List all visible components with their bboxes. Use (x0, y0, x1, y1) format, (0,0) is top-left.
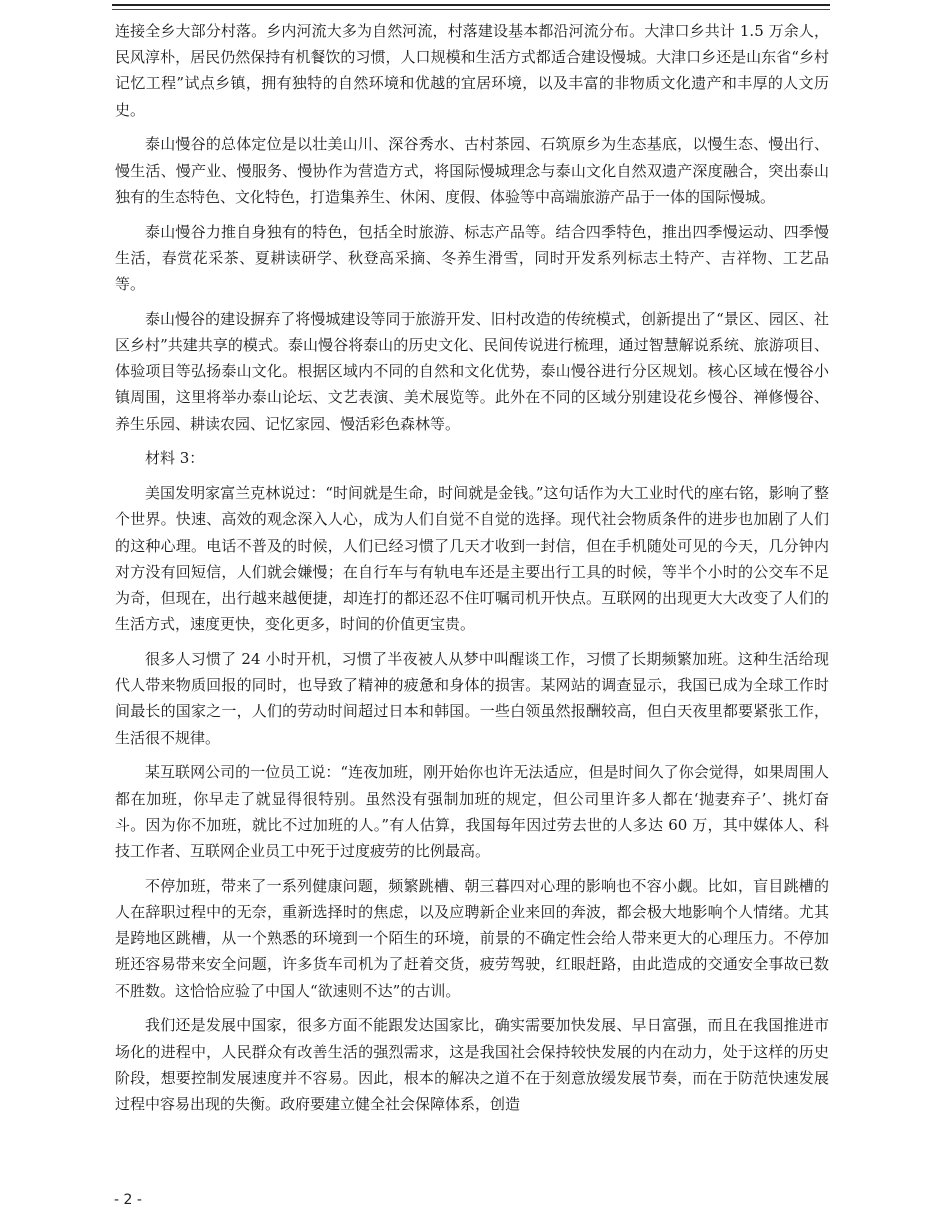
paragraph-development: 我们还是发展中国家，很多方面不能跟发达国家比，确实需要加快发展、早日富强，而且在我国推进市场化的进程中，人民群众有改善生活的强烈需求，这是我国社会保持较快发展的内在动力，处于这样的历史阶段，想要控制发展速度并不容易。因此，根本的解决之道不在于刻意放缓发展节奏，而在于防范快速发展过程中容易出现的失衡。政府要建立健全社会保障体系，创造 (115, 1016, 829, 1114)
document-body (115, 18, 829, 1126)
paragraph-overtime: 很多人习惯了 24 小时开机，习惯了半夜被人从梦中叫醒谈工作，习惯了长期频繁加班。这种生活给现代人带来物质回报的同时，也导致了精神的疲惫和身体的损害。某网站的调查显示，我国已成为全球工作时间最长的国家之一，人们的劳动时间超过日本和韩国。一些白领虽然报酬较高，但白天夜里都要紧张工作，生活很不规律。 (115, 650, 829, 747)
paragraph-construction-mode: 泰山慢谷的建设摒弃了将慢城建设等同于旅游开发、旧村改造的传统模式，创新提出了“景区、园区、社区乡村”共建共享的模式。泰山慢谷将泰山的历史文化、民间传说进行梳理，通过智慧解说系统、旅游项目、体验项目等弘扬泰山文化。根据区域内不同的自然和文化优势，泰山慢谷进行分区规划。核心区域在慢谷小镇周围，这里将举办泰山论坛、文艺表演、美术展览等。此外在不同的区域分别建设花乡慢谷、禅修慢谷、养生乐园、耕读农园、记忆家园、慢活彩色森林等。 (115, 309, 829, 433)
material-heading: 材料 3： (145, 449, 205, 468)
paragraph-health-problems: 不停加班，带来了一系列健康问题，频繁跳槽、朝三暮四对心理的影响也不容小觑。比如，盲目跳槽的人在辞职过程中的无奈，重新选择时的焦虑，以及应聘新企业来回的奔波，都会极大地影响个人情绪。尤其是跨地区跳槽，从一个熟悉的环境到一个陌生的环境，前景的不确定性会给人带来更大的心理压力。不停加班还容易带来安全问题，许多货车司机为了赶着交货，疲劳驾驶，红眼赶路，由此造成的交通安全事故已数不胜数。这恰恰应验了中国人“欲速则不达”的古训。 (115, 876, 829, 1000)
paragraph-features: 泰山慢谷力推自身独有的特色，包括全时旅游、标志产品等。结合四季特色，推出四季慢运动、四季慢生活，春赏花采茶、夏耕读研学、秋登高采摘、冬养生滑雪，同时开发系列标志土特产、吉祥物、工艺品等。 (115, 222, 829, 294)
header-rule-thin (112, 9, 830, 10)
paragraph-franklin: 美国发明家富兰克林说过：“时间就是生命，时间就是金钱。”这句话作为大工业时代的座右铭，影响了整个世界。快速、高效的观念深入人心，成为人们自觉不自觉的选择。现代社会物质条件的进步也加剧了人们的这种心理。电话不普及的时候，人们已经习惯了几天才收到一封信，但在手机随处可见的今天，几分钟内对方没有回短信，人们就会嫌慢；在自行车与有轨电车还是主要出行工具的时候，等半个小时的公交车不足为奇，但现在，出行越来越便捷，却连打的都还忍不住叮嘱司机开快点。互联网的出现更大大改变了人们的生活方式，速度更快，变化更多，时间的价值更宝贵。 (115, 484, 829, 634)
paragraph-continuation: 连接全乡大部分村落。乡内河流大多为自然河流，村落建设基本都沿河流分布。大津口乡共计 1.5 万余人，民风淳朴，居民仍然保持有机餐饮的习惯，人口规模和生活方式都适合建设慢城。大津口乡还是山东省“乡村记忆工程”试点乡镇，拥有独特的自然环境和优越的宜居环境，以及丰富的非物质文化遗产和丰厚的人文历史。 (115, 22, 829, 119)
page-number: - 2 - (114, 1192, 142, 1208)
paragraph-overall-positioning: 泰山慢谷的总体定位是以壮美山川、深谷秀水、古村茶园、石筑原乡为生态基底，以慢生态、慢出行、慢生活、慢产业、慢服务、慢协作为营造方式，将国际慢城理念与泰山文化自然双遗产深度融合，突出泰山独有的生态特色、文化特色，打造集养生、休闲、度假、体验等中高端旅游产品于一体的国际慢城。 (115, 135, 829, 206)
header-rule-thick (112, 4, 830, 6)
paragraph-employee-quote: 某互联网公司的一位员工说：“连夜加班，刚开始你也许无法适应，但是时间久了你会觉得，如果周围人都在加班，你早走了就显得很特别。虽然没有强制加班的规定，但公司里许多人都在‘抛妻弃子’、挑灯奋斗。因为你不加班，就比不过加班的人。”有人估算，我国每年因过劳去世的人多达 60 万，其中媒体人、科技工作者、互联网企业员工中死于过度疲劳的比例最高。 (115, 763, 829, 861)
